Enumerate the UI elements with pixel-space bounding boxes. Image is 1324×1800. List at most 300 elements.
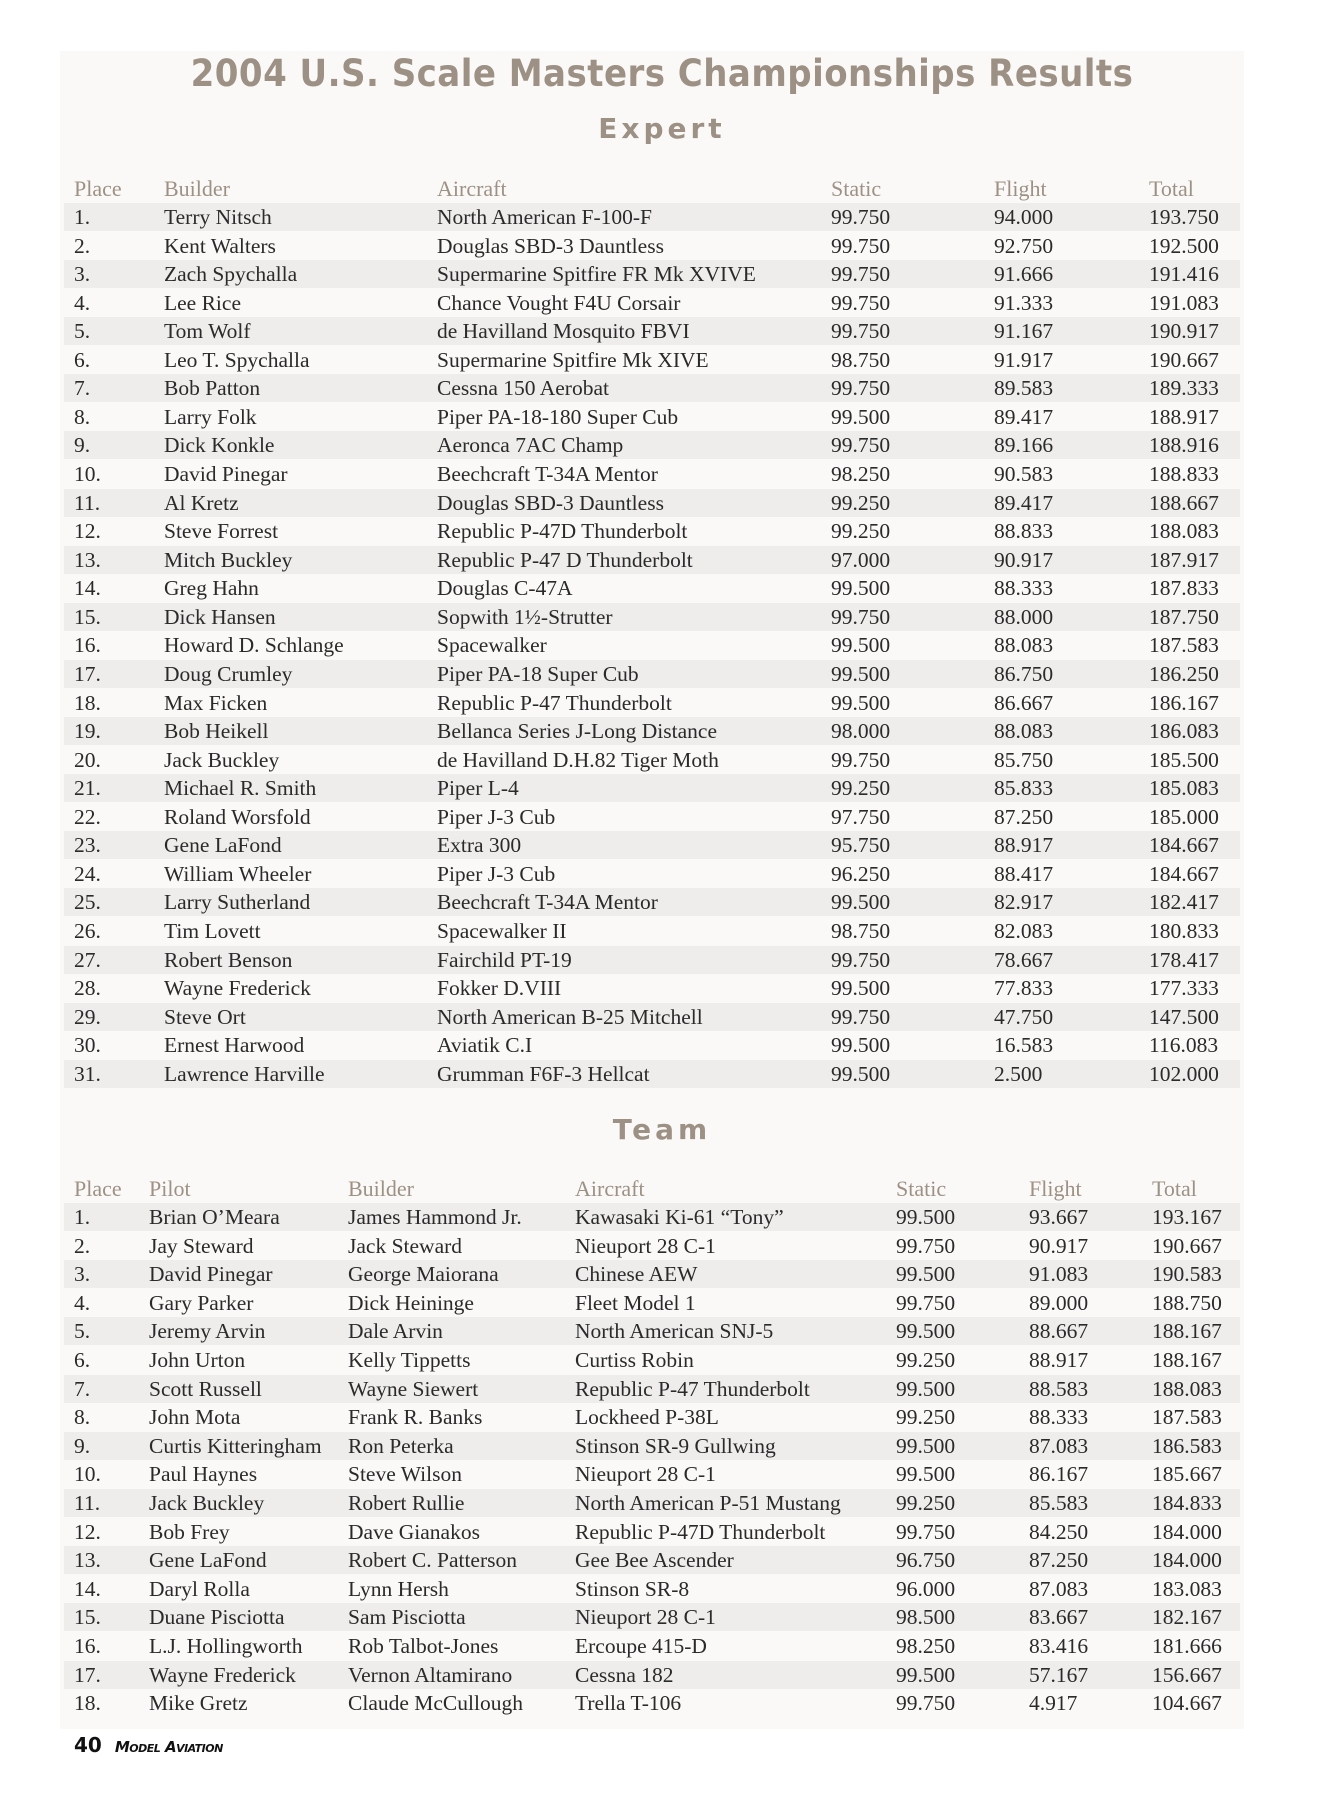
cell-total: 190.917: [1149, 319, 1219, 344]
column-header-flight: Flight: [1029, 1176, 1082, 1201]
table-row: [64, 1232, 1240, 1260]
cell-static: 98.750: [831, 347, 891, 372]
table-row: [64, 946, 1240, 974]
table-row: [64, 831, 1240, 859]
cell-builder: Howard D. Schlange: [164, 633, 344, 658]
cell-static: 99.500: [831, 690, 891, 715]
cell-static: 99.250: [896, 1491, 956, 1515]
table-row: [64, 203, 1240, 231]
table-row: [64, 603, 1240, 631]
cell-builder: Kelly Tippetts: [348, 1348, 471, 1372]
cell-place: 5.: [74, 319, 91, 344]
expert-heading: Expert: [598, 112, 726, 145]
cell-builder: Roland Worsfold: [164, 804, 311, 829]
cell-flight: 87.083: [1029, 1433, 1089, 1458]
table-row: [64, 974, 1240, 1002]
cell-aircraft: Grumman F6F-3 Hellcat: [437, 1061, 650, 1086]
cell-aircraft: Republic P-47 Thunderbolt: [575, 1376, 810, 1401]
cell-static: 95.750: [831, 833, 891, 858]
cell-builder: Claude McCullough: [348, 1691, 523, 1716]
cell-pilot: Gene LaFond: [149, 1548, 267, 1573]
cell-flight: 83.416: [1029, 1634, 1089, 1658]
cell-place: 26.: [74, 919, 101, 943]
cell-place: 16.: [74, 633, 101, 658]
cell-builder: Lawrence Harville: [164, 1061, 325, 1086]
cell-aircraft: Beechcraft T-34A Mentor: [437, 462, 658, 487]
cell-aircraft: Trella T-106: [575, 1691, 682, 1716]
cell-builder: Steve Forrest: [164, 519, 279, 544]
cell-aircraft: Chinese AEW: [575, 1262, 698, 1287]
cell-builder: Larry Sutherland: [164, 890, 311, 915]
cell-total: 102.000: [1149, 1061, 1219, 1086]
column-header-total: Total: [1149, 176, 1194, 201]
cell-builder: George Maiorana: [348, 1262, 499, 1287]
cell-place: 15.: [74, 604, 101, 629]
cell-aircraft: Douglas SBD-3 Dauntless: [437, 233, 664, 258]
cell-builder: Bob Patton: [164, 376, 261, 401]
cell-aircraft: North American B-25 Mitchell: [437, 1004, 703, 1029]
cell-pilot: David Pinegar: [149, 1262, 273, 1287]
cell-builder: Wayne Frederick: [164, 976, 311, 1001]
cell-total: 177.333: [1149, 976, 1219, 1001]
cell-flight: 88.333: [994, 576, 1054, 601]
cell-flight: 77.833: [994, 976, 1054, 1001]
cell-static: 99.750: [896, 1691, 956, 1716]
cell-static: 99.750: [831, 947, 891, 972]
cell-flight: 91.167: [994, 319, 1054, 344]
page-title: 2004 U.S. Scale Masters Championships Results: [190, 52, 1134, 95]
table-row: [64, 1060, 1240, 1088]
cell-place: 14.: [74, 576, 101, 601]
cell-pilot: Wayne Frederick: [149, 1662, 296, 1687]
table-row: [64, 1203, 1240, 1231]
cell-static: 99.750: [831, 319, 891, 344]
cell-static: 99.750: [831, 233, 891, 258]
cell-place: 9.: [74, 433, 91, 458]
cell-static: 99.750: [896, 1519, 956, 1544]
cell-place: 5.: [74, 1319, 91, 1344]
cell-flight: 57.167: [1029, 1662, 1089, 1687]
page-footer: [74, 1733, 223, 1757]
cell-total: 182.167: [1152, 1605, 1222, 1630]
cell-static: 99.500: [896, 1376, 956, 1401]
cell-aircraft: Republic P-47 Thunderbolt: [437, 690, 672, 715]
table-row: [64, 574, 1240, 602]
table-row: [64, 1460, 1240, 1488]
cell-aircraft: Nieuport 28 C-1: [575, 1462, 716, 1487]
cell-static: 98.250: [831, 462, 891, 487]
cell-total: 185.083: [1149, 776, 1219, 801]
cell-flight: 85.750: [994, 747, 1054, 772]
cell-static: 99.500: [896, 1319, 956, 1344]
cell-flight: 84.250: [1029, 1519, 1089, 1544]
cell-aircraft: Spacewalker: [437, 633, 547, 658]
cell-flight: 88.333: [1029, 1405, 1089, 1430]
cell-aircraft: North American F-100-F: [437, 205, 652, 229]
cell-builder: Leo T. Spychalla: [164, 347, 310, 372]
cell-aircraft: Republic P-47 D Thunderbolt: [437, 547, 693, 572]
cell-aircraft: Stinson SR-8: [575, 1576, 690, 1601]
cell-total: 186.250: [1149, 661, 1219, 686]
cell-static: 99.500: [831, 661, 891, 686]
table-row: [64, 403, 1240, 431]
cell-builder: Jack Buckley: [164, 747, 280, 772]
cell-aircraft: Nieuport 28 C-1: [575, 1233, 716, 1258]
cell-total: 188.750: [1152, 1290, 1222, 1315]
cell-total: 182.417: [1149, 890, 1219, 915]
cell-pilot: Gary Parker: [149, 1290, 254, 1315]
table-row: [64, 1403, 1240, 1431]
cell-flight: 82.083: [994, 919, 1054, 943]
cell-aircraft: Cessna 182: [575, 1662, 674, 1687]
cell-flight: 88.417: [994, 861, 1054, 886]
cell-static: 99.750: [896, 1290, 956, 1315]
cell-place: 11.: [74, 1491, 101, 1515]
table-row: [64, 1003, 1240, 1031]
cell-flight: 88.917: [994, 833, 1054, 858]
cell-builder: Vernon Altamirano: [348, 1662, 513, 1687]
cell-flight: 88.083: [994, 719, 1054, 744]
cell-place: 20.: [74, 747, 101, 772]
cell-place: 10.: [74, 462, 101, 487]
cell-pilot: John Mota: [149, 1405, 241, 1430]
table-row: [64, 1346, 1240, 1374]
cell-place: 13.: [74, 1548, 101, 1573]
column-header-total: Total: [1152, 1176, 1197, 1201]
cell-aircraft: Piper PA-18-180 Super Cub: [437, 404, 679, 429]
cell-place: 30.: [74, 1033, 101, 1058]
table-row: [64, 346, 1240, 374]
table-row: [64, 1689, 1240, 1717]
cell-flight: 90.917: [994, 547, 1054, 572]
table-row: [64, 1518, 1240, 1546]
cell-total: 183.083: [1152, 1576, 1222, 1601]
cell-builder: Kent Walters: [164, 233, 276, 258]
cell-static: 99.750: [831, 205, 891, 229]
cell-aircraft: Piper L-4: [437, 776, 519, 801]
cell-flight: 87.083: [1029, 1576, 1089, 1601]
table-row: [64, 1031, 1240, 1059]
cell-builder: Mitch Buckley: [164, 547, 293, 572]
cell-total: 191.416: [1149, 262, 1219, 287]
cell-place: 10.: [74, 1462, 101, 1487]
table-row: [64, 746, 1240, 774]
cell-static: 99.500: [896, 1662, 956, 1687]
cell-aircraft: Supermarine Spitfire FR Mk XVIVE: [437, 262, 756, 287]
table-row: [64, 631, 1240, 659]
cell-static: 99.750: [831, 747, 891, 772]
cell-place: 15.: [74, 1605, 101, 1630]
cell-aircraft: Sopwith 1½-Strutter: [437, 604, 613, 629]
cell-builder: William Wheeler: [164, 861, 312, 886]
table-row: [64, 803, 1240, 831]
cell-total: 186.167: [1149, 690, 1219, 715]
cell-place: 8.: [74, 1405, 91, 1430]
cell-pilot: Paul Haynes: [149, 1462, 258, 1487]
cell-builder: Dave Gianakos: [348, 1519, 480, 1544]
cell-aircraft: Beechcraft T-34A Mentor: [437, 890, 658, 915]
cell-static: 99.500: [896, 1205, 956, 1229]
cell-static: 96.000: [896, 1576, 956, 1601]
cell-builder: Dick Heininge: [348, 1290, 474, 1315]
cell-place: 11.: [74, 490, 101, 515]
cell-static: 99.500: [831, 404, 891, 429]
cell-static: 99.750: [831, 262, 891, 287]
cell-builder: David Pinegar: [164, 462, 288, 487]
cell-static: 96.250: [831, 861, 891, 886]
cell-flight: 91.333: [994, 290, 1054, 315]
cell-flight: 47.750: [994, 1004, 1054, 1029]
cell-flight: 87.250: [1029, 1548, 1089, 1573]
cell-flight: 85.583: [1029, 1491, 1089, 1515]
cell-flight: 4.917: [1029, 1691, 1078, 1716]
cell-flight: 83.667: [1029, 1605, 1089, 1630]
cell-static: 99.500: [896, 1433, 956, 1458]
cell-aircraft: de Havilland D.H.82 Tiger Moth: [437, 747, 719, 772]
column-header-builder: Builder: [164, 176, 230, 201]
cell-static: 99.500: [831, 1061, 891, 1086]
cell-pilot: Bob Frey: [149, 1519, 230, 1544]
cell-aircraft: Fokker D.VIII: [437, 976, 562, 1001]
cell-static: 98.250: [896, 1634, 956, 1658]
cell-total: 184.833: [1152, 1491, 1222, 1515]
cell-total: 185.000: [1149, 804, 1219, 829]
cell-aircraft: Extra 300: [437, 833, 522, 858]
cell-static: 97.000: [831, 547, 891, 572]
table-row: [64, 489, 1240, 517]
cell-builder: Robert Benson: [164, 947, 293, 972]
cell-static: 99.500: [831, 890, 891, 915]
cell-place: 4.: [74, 1290, 91, 1315]
table-row: [64, 517, 1240, 545]
cell-static: 99.500: [831, 576, 891, 601]
cell-builder: Frank R. Banks: [348, 1405, 483, 1430]
cell-place: 6.: [74, 1348, 91, 1372]
cell-total: 186.583: [1152, 1433, 1222, 1458]
cell-static: 99.750: [831, 1004, 891, 1029]
cell-builder: Bob Heikell: [164, 719, 269, 744]
table-row: [64, 460, 1240, 488]
cell-total: 186.083: [1149, 719, 1219, 744]
table-row: [64, 1632, 1240, 1660]
cell-total: 187.917: [1149, 547, 1219, 572]
cell-builder: Steve Ort: [164, 1004, 246, 1029]
cell-builder: Lynn Hersh: [348, 1576, 449, 1601]
cell-static: 99.750: [896, 1233, 956, 1258]
cell-static: 97.750: [831, 804, 891, 829]
cell-aircraft: Piper PA-18 Super Cub: [437, 661, 639, 686]
cell-builder: Ron Peterka: [348, 1433, 454, 1458]
cell-aircraft: Chance Vought F4U Corsair: [437, 290, 681, 315]
cell-aircraft: Republic P-47D Thunderbolt: [575, 1519, 826, 1544]
cell-place: 24.: [74, 861, 101, 886]
cell-total: 190.667: [1152, 1233, 1222, 1258]
cell-builder: Zach Spychalla: [164, 262, 298, 287]
cell-static: 99.250: [831, 490, 891, 515]
cell-total: 184.000: [1152, 1548, 1222, 1573]
cell-total: 185.667: [1152, 1462, 1222, 1487]
cell-place: 6.: [74, 347, 91, 372]
cell-static: 98.500: [896, 1605, 956, 1630]
cell-flight: 88.000: [994, 604, 1054, 629]
cell-static: 99.500: [831, 633, 891, 658]
cell-flight: 88.583: [1029, 1376, 1089, 1401]
cell-flight: 88.917: [1029, 1348, 1089, 1372]
magazine-name: Model Aviation: [114, 1738, 223, 1756]
cell-builder: Jack Steward: [348, 1233, 463, 1258]
cell-aircraft: Bellanca Series J-Long Distance: [437, 719, 718, 744]
table-row: [64, 260, 1240, 288]
cell-pilot: Curtis Kitteringham: [149, 1433, 322, 1458]
cell-flight: 78.667: [994, 947, 1054, 972]
table-row: [64, 689, 1240, 717]
cell-pilot: Jay Steward: [149, 1233, 254, 1258]
cell-flight: 89.417: [994, 404, 1054, 429]
cell-flight: 86.750: [994, 661, 1054, 686]
table-row: [64, 1260, 1240, 1288]
cell-total: 116.083: [1149, 1033, 1219, 1058]
cell-flight: 85.833: [994, 776, 1054, 801]
cell-flight: 89.166: [994, 433, 1054, 458]
cell-aircraft: Douglas C-47A: [437, 576, 573, 601]
cell-aircraft: Fleet Model 1: [575, 1290, 696, 1315]
cell-aircraft: North American SNJ-5: [575, 1319, 774, 1344]
cell-static: 99.500: [896, 1462, 956, 1487]
cell-static: 99.250: [831, 776, 891, 801]
cell-aircraft: de Havilland Mosquito FBVI: [437, 319, 690, 344]
cell-place: 13.: [74, 547, 101, 572]
cell-flight: 89.417: [994, 490, 1054, 515]
cell-aircraft: Aeronca 7AC Champ: [437, 433, 624, 458]
cell-pilot: Duane Pisciotta: [149, 1605, 285, 1630]
cell-total: 184.000: [1152, 1519, 1222, 1544]
cell-aircraft: Piper J-3 Cub: [437, 861, 556, 886]
cell-builder: Dick Hansen: [164, 604, 276, 629]
cell-place: 7.: [74, 376, 91, 401]
cell-builder: Max Ficken: [164, 690, 268, 715]
cell-place: 27.: [74, 947, 101, 972]
cell-aircraft: Douglas SBD-3 Dauntless: [437, 490, 664, 515]
cell-flight: 91.917: [994, 347, 1054, 372]
cell-flight: 91.083: [1029, 1262, 1089, 1287]
cell-flight: 88.667: [1029, 1319, 1089, 1344]
cell-aircraft: Spacewalker II: [437, 919, 567, 943]
cell-flight: 16.583: [994, 1033, 1054, 1058]
cell-flight: 92.750: [994, 233, 1054, 258]
cell-aircraft: Stinson SR-9 Gullwing: [575, 1433, 776, 1458]
cell-builder: Tim Lovett: [164, 919, 261, 943]
cell-flight: 86.667: [994, 690, 1054, 715]
table-row: [64, 917, 1240, 945]
cell-aircraft: Aviatik C.I: [437, 1033, 533, 1058]
cell-flight: 88.083: [994, 633, 1054, 658]
table-row: [64, 374, 1240, 402]
cell-pilot: Jack Buckley: [149, 1491, 265, 1515]
cell-total: 188.667: [1149, 490, 1219, 515]
cell-place: 12.: [74, 519, 101, 544]
cell-total: 190.583: [1152, 1262, 1222, 1287]
cell-flight: 89.000: [1029, 1290, 1089, 1315]
cell-total: 193.167: [1152, 1205, 1222, 1229]
cell-flight: 94.000: [994, 205, 1054, 229]
table-row: [64, 774, 1240, 802]
cell-builder: Ernest Harwood: [164, 1033, 305, 1058]
cell-pilot: Jeremy Arvin: [149, 1319, 266, 1344]
cell-place: 1.: [74, 1205, 91, 1229]
cell-static: 99.250: [831, 519, 891, 544]
table-row: [64, 431, 1240, 459]
cell-place: 12.: [74, 1519, 101, 1544]
cell-place: 18.: [74, 690, 101, 715]
cell-static: 99.250: [896, 1348, 956, 1372]
cell-total: 188.833: [1149, 462, 1219, 487]
column-header-static: Static: [896, 1176, 947, 1201]
team-heading: Team: [612, 1113, 712, 1146]
cell-flight: 87.250: [994, 804, 1054, 829]
cell-builder: Robert C. Patterson: [348, 1548, 517, 1573]
cell-aircraft: Cessna 150 Aerobat: [437, 376, 609, 401]
cell-place: 9.: [74, 1433, 91, 1458]
cell-static: 99.750: [831, 376, 891, 401]
cell-total: 188.916: [1149, 433, 1219, 458]
column-header-place: Place: [74, 1176, 122, 1201]
cell-aircraft: Fairchild PT-19: [437, 947, 572, 972]
cell-flight: 93.667: [1029, 1205, 1089, 1229]
page-number: 40: [74, 1733, 102, 1757]
cell-place: 1.: [74, 205, 91, 229]
cell-pilot: Daryl Rolla: [149, 1576, 250, 1601]
cell-place: 16.: [74, 1634, 101, 1658]
cell-pilot: L.J. Hollingworth: [149, 1634, 303, 1658]
cell-builder: Rob Talbot-Jones: [348, 1634, 499, 1658]
cell-static: 99.250: [896, 1405, 956, 1430]
cell-static: 96.750: [896, 1548, 956, 1573]
cell-total: 192.500: [1149, 233, 1219, 258]
cell-builder: Lee Rice: [164, 290, 241, 315]
table-row: [64, 1575, 1240, 1603]
table-row: [64, 660, 1240, 688]
cell-place: 28.: [74, 976, 101, 1001]
cell-builder: Wayne Siewert: [348, 1376, 479, 1401]
cell-builder: Dick Konkle: [164, 433, 275, 458]
cell-place: 3.: [74, 262, 91, 287]
cell-aircraft: North American P-51 Mustang: [575, 1491, 841, 1515]
column-header-flight: Flight: [994, 176, 1047, 201]
cell-pilot: Mike Gretz: [149, 1691, 248, 1716]
cell-flight: 91.666: [994, 262, 1054, 287]
cell-builder: James Hammond Jr.: [348, 1205, 522, 1229]
cell-place: 25.: [74, 890, 101, 915]
cell-place: 2.: [74, 1233, 91, 1258]
cell-aircraft: Lockheed P-38L: [575, 1405, 719, 1430]
cell-place: 22.: [74, 804, 101, 829]
cell-total: 184.667: [1149, 833, 1219, 858]
cell-total: 188.083: [1152, 1376, 1222, 1401]
cell-flight: 82.917: [994, 890, 1054, 915]
column-header-builder: Builder: [348, 1176, 414, 1201]
cell-flight: 88.833: [994, 519, 1054, 544]
cell-total: 187.583: [1152, 1405, 1222, 1430]
cell-static: 98.000: [831, 719, 891, 744]
cell-static: 99.500: [896, 1262, 956, 1287]
cell-builder: Terry Nitsch: [164, 205, 272, 229]
cell-place: 21.: [74, 776, 101, 801]
cell-place: 18.: [74, 1691, 101, 1716]
table-row: [64, 289, 1240, 317]
cell-total: 189.333: [1149, 376, 1219, 401]
table-row: [64, 717, 1240, 745]
cell-total: 187.833: [1149, 576, 1219, 601]
